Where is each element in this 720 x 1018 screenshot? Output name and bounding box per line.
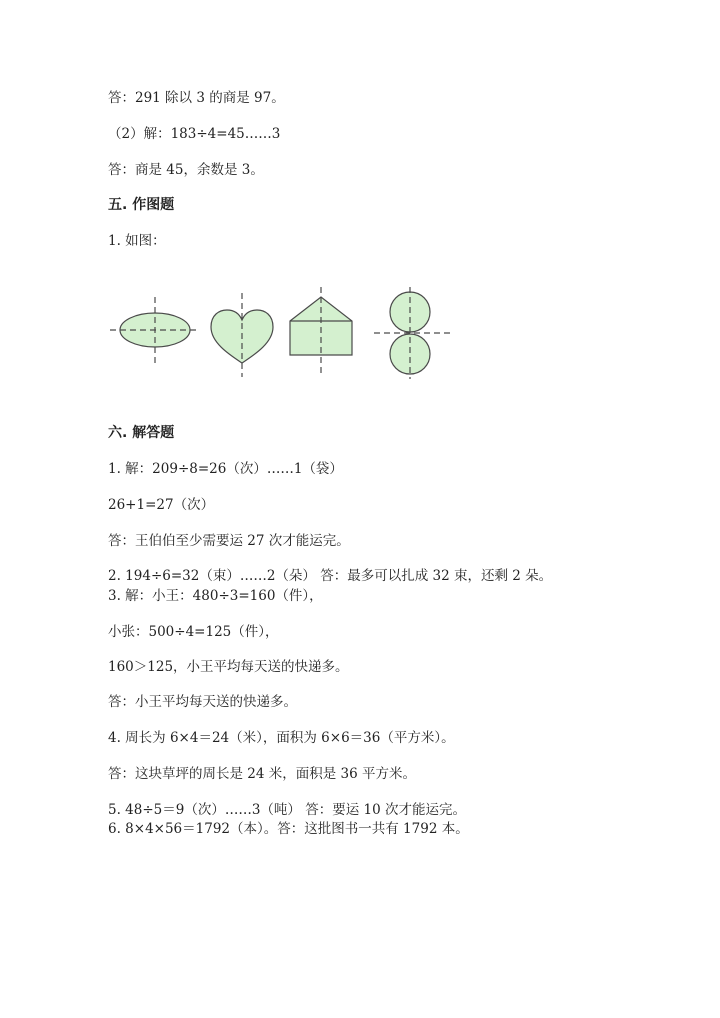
- house-shape: [290, 287, 352, 377]
- answer-text: 答：王伯伯至少需要运 27 次才能运完。: [108, 533, 350, 549]
- solution-text: 2. 194÷6=32（束）……2（朵） 答：最多可以扎成 32 束，还剩 2 朵。: [108, 568, 553, 584]
- solution-text: 小张：500÷4=125（件），: [108, 624, 279, 640]
- solution-text: 6. 8×4×56＝1792（本）。答：这批图书一共有 1792 本。: [108, 821, 469, 837]
- answer-text: 答：商是 45，余数是 3。: [108, 162, 264, 178]
- solution-text: 160＞125，小王平均每天送的快递多。: [108, 659, 349, 675]
- answer-text: 答：小王平均每天送的快递多。: [108, 694, 297, 710]
- solution-text: 3. 解：小王：480÷3=160（件），: [108, 588, 323, 604]
- solution-text: 4. 周长为 6×4＝24（米），面积为 6×6＝36（平方米）。: [108, 730, 455, 746]
- figure-eight-shape: [374, 287, 450, 379]
- symmetry-figures: [108, 285, 468, 380]
- drawing-label: 1. 如图：: [108, 233, 166, 249]
- answer-text: 答：291 除以 3 的商是 97。: [108, 90, 285, 106]
- heart-shape: [211, 293, 273, 377]
- solution-text: （2）解：183÷4=45……3: [108, 126, 281, 142]
- solution-text: 5. 48÷5＝9（次）……3（吨） 答：要运 10 次才能运完。: [108, 802, 466, 818]
- ellipse-shape: [110, 297, 200, 365]
- answer-text: 答：这块草坪的周长是 24 米，面积是 36 平方米。: [108, 766, 417, 782]
- solution-text: 26+1=27（次）: [108, 497, 215, 513]
- section-heading-problems: 六. 解答题: [108, 425, 175, 441]
- solution-text: 1. 解：209÷8=26（次）……1（袋）: [108, 461, 343, 477]
- section-heading-drawing: 五. 作图题: [108, 197, 175, 213]
